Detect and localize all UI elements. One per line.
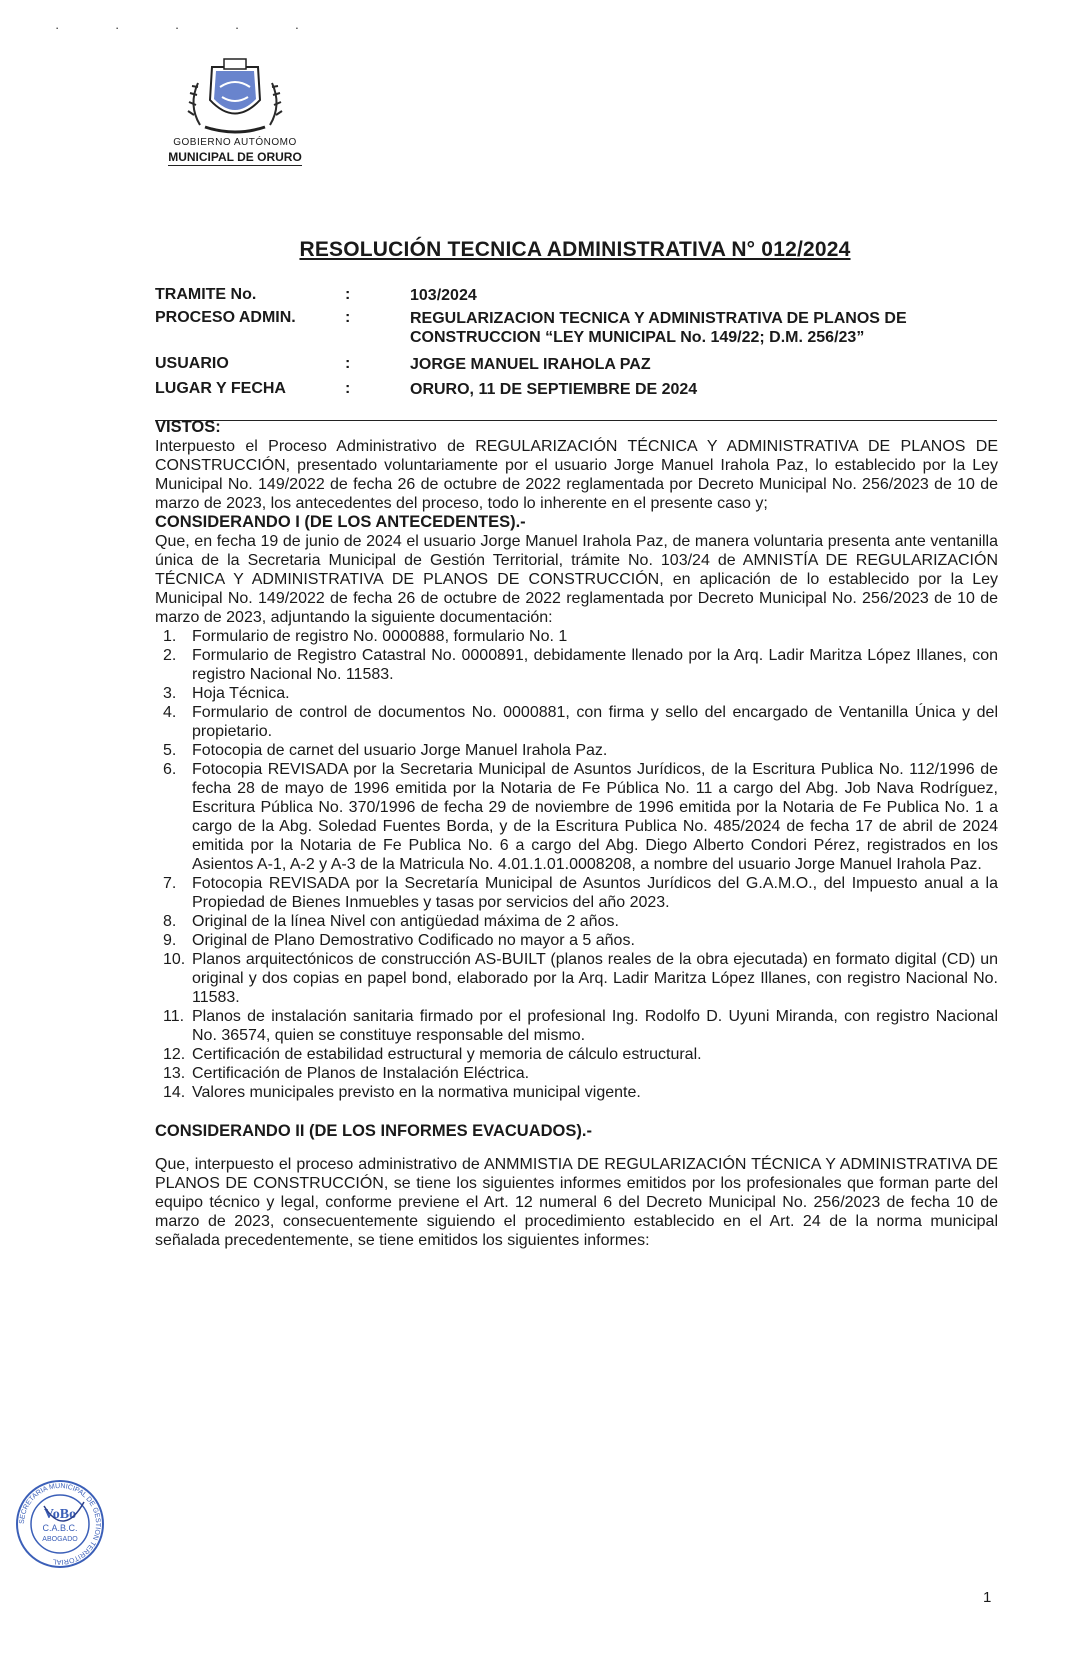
list-item (155, 1064, 998, 1083)
meta-label: LUGAR Y FECHA (155, 380, 286, 397)
section-heading-considerando-2: CONSIDERANDO II (DE LOS INFORMES EVACUADOS).- (155, 1122, 592, 1140)
list-item (155, 1083, 998, 1102)
page-number: 1 (983, 1589, 992, 1606)
list-item (155, 703, 998, 741)
list-item (155, 1045, 998, 1064)
list-item-number: 8. (163, 913, 177, 930)
meta-label: USUARIO (155, 355, 229, 372)
list-item-text: Planos arquitectónicos de construcción AS-BUILT (planos reales de la obra ejecutada) en formato digital (CD) un original y dos copias en papel bond, elaborado por la Arq. Ladir Maritza López Illanes, con registro Nacional No. 11583. (192, 951, 998, 1006)
list-item-text: Fotocopia de carnet del usuario Jorge Manuel Irahola Paz. (192, 742, 608, 759)
meta-colon: : (345, 309, 351, 326)
meta-value: 103/2024 (410, 287, 477, 304)
list-item-text: Original de Plano Demostrativo Codificado no mayor a 5 años. (192, 932, 635, 949)
list-item-text: Original de la línea Nivel con antigüedad máxima de 2 años. (192, 913, 619, 930)
seal-initials-text: C.A.B.C. (42, 1523, 78, 1533)
list-item-number: 11. (163, 1008, 185, 1025)
logo-line-2: MUNICIPAL DE ORURO (168, 150, 302, 164)
list-item (155, 874, 998, 912)
meta-row-usuario (155, 355, 995, 374)
list-item (155, 646, 998, 684)
list-item-number: 14. (163, 1084, 186, 1101)
spacer (155, 1141, 998, 1155)
metadata-block (155, 286, 995, 403)
meta-row-lugar-fecha (155, 380, 995, 399)
considerando-2-paragraph: Que, interpuesto el proceso administrativo de ANMMISTIA DE REGULARIZACIÓN TÉCNICA Y ADMINISTRATIVA DE PLANOS DE CONSTRUCCIÓN, se tiene los siguientes informes emitidos por los profesionales que forman parte del equipo técnico y legal, conforme previene el Art. 12 numeral 6 del Decreto Municipal No. 256/2023 de fecha 10 de marzo de 2023, consecuentemente siguiendo el procedimiento establecido en el Art. 24 de la norma municipal señalada precedentemente, se tiene emitidos los siguientes informes: (155, 1156, 998, 1249)
list-item (155, 1007, 998, 1045)
list-item (155, 684, 998, 703)
vobo-seal-stamp (14, 1478, 106, 1570)
meta-row-proceso (155, 309, 995, 347)
list-item-number: 9. (163, 932, 177, 949)
spacer (155, 1102, 998, 1122)
meta-value: ORURO, 11 DE SEPTIEMBRE DE 2024 (410, 381, 698, 398)
list-item-number: 1. (163, 628, 177, 645)
section-heading-considerando-1: CONSIDERANDO I (DE LOS ANTECEDENTES).- (155, 513, 526, 531)
list-item-text: Certificación de estabilidad estructural y memoria de cálculo estructural. (192, 1046, 702, 1063)
scan-specks: · · · · · (55, 20, 326, 35)
list-item-text: Valores municipales previsto en la normativa municipal vigente. (192, 1084, 641, 1101)
list-item-number: 10. (163, 951, 186, 968)
seal-role-text: ABOGADO (42, 1536, 78, 1543)
list-item-text: Fotocopia REVISADA por la Secretaria Municipal de Asuntos Jurídicos, de la Escritura Publica No. 112/1996 de fecha 28 de mayo de 1996 emitida por la Notaria de Fe Pública No. 11 a cargo del Abg. Job Nava Rodríguez, Escritura Pública No. 370/1996 de fecha 29 de noviembre de 1996 emitida por la Notaria de Fe Publica No. 1 a cargo de la Abg. Soledad Fuentes Borda, y de la Escritura Publica No. 485/2024 de fecha 17 de abril de 2024 emitida por la Notaria de Fe Publica No. 6 a cargo del Abg. Diego Alberto Condori Pérez, registrados en los Asientos A-1, A-2 y A-3 de la Matricula No. 4.01.1.01.0008208, a nombre del usuario Jorge Manuel Irahola Paz. (192, 761, 998, 873)
list-item (155, 931, 998, 950)
logo-line-1: GOBIERNO AUTÓNOMO (173, 137, 297, 148)
meta-label: PROCESO ADMIN. (155, 309, 296, 326)
list-item-text: Formulario de control de documentos No. 0000881, con firma y sello del encargado de Ventanilla Única y del propietario. (192, 704, 998, 740)
municipal-coat-of-arms-icon (180, 55, 290, 135)
list-item (155, 627, 998, 646)
list-item-text: Formulario de registro No. 0000888, formulario No. 1 (192, 628, 568, 645)
documents-list (155, 627, 998, 1102)
list-item-text: Formulario de Registro Catastral No. 0000891, debidamente llenado por la Arq. Ladir Maritza López Illanes, con registro Nacional No. 11583. (192, 647, 998, 683)
seal-ring-text: SECRETARIA MUNICIPAL DE GESTION TERRITORIAL (18, 1482, 102, 1566)
list-item-number: 13. (163, 1065, 186, 1082)
considerando-1-paragraph: Que, en fecha 19 de junio de 2024 el usuario Jorge Manuel Irahola Paz, de manera voluntaria presenta ante ventanilla única de la Secretaria Municipal de Gestión Territorial, trámite No. 103/24 de AMNISTÍA DE REGULARIZACIÓN TÉCNICA Y ADMINISTRATIVA DE PLANOS DE CONSTRUCCIÓN, en aplicación de lo establecido por la Ley Municipal No. 149/2022 de fecha 26 de octubre de 2022 reglamentada por Decreto Municipal No. 256/2023 de 10 de marzo de 2023, adjuntando la siguiente documentación: (155, 533, 998, 626)
list-item-number: 6. (163, 761, 177, 778)
list-item-text: Hoja Técnica. (192, 685, 290, 702)
meta-row-tramite (155, 286, 995, 305)
list-item (155, 760, 998, 874)
header-logo-block (150, 55, 320, 166)
list-item-text: Certificación de Planos de Instalación Eléctrica. (192, 1065, 530, 1082)
document-title: RESOLUCIÓN TECNICA ADMINISTRATIVA N° 012/2024 (299, 238, 851, 261)
list-item-number: 2. (163, 647, 177, 664)
seal-vobo-text: VoBo (43, 1507, 77, 1522)
meta-value: REGULARIZACION TECNICA Y ADMINISTRATIVA DE PLANOS DE CONSTRUCCION “LEY MUNICIPAL No. 149/22; D.M. 256/23” (410, 310, 907, 346)
list-item-text: Fotocopia REVISADA por la Secretaría Municipal de Asuntos Jurídicos del G.A.M.O., del Impuesto anual a la Propiedad de Bienes Inmuebles y tasas por servicios del año 2023. (192, 875, 998, 911)
vistos-paragraph: Interpuesto el Proceso Administrativo de REGULARIZACIÓN TÉCNICA Y ADMINISTRATIVA DE PLANOS DE CONSTRUCCIÓN, presentado voluntariamente por el usuario Jorge Manuel Irahola Paz, lo establecido por la Ley Municipal No. 149/2022 de fecha 26 de octubre de 2022 reglamentada por Decreto Municipal No. 256/2023 de 10 de marzo de 2023, los antecedentes del proceso, todo lo inherente en el presente caso y; (155, 438, 998, 512)
list-item (155, 950, 998, 1007)
list-item-number: 5. (163, 742, 177, 759)
list-item (155, 912, 998, 931)
list-item-text: Planos de instalación sanitaria firmado por el profesional Ing. Rodolfo D. Uyuni Miranda, con registro Nacional No. 36574, quien se constituye responsable del mismo. (192, 1008, 998, 1044)
meta-colon: : (345, 355, 351, 372)
list-item-number: 4. (163, 704, 177, 721)
meta-colon: : (345, 380, 351, 397)
list-item-number: 7. (163, 875, 177, 892)
list-item-number: 3. (163, 685, 177, 702)
list-item (155, 741, 998, 760)
meta-value: JORGE MANUEL IRAHOLA PAZ (410, 356, 651, 373)
section-heading-vistos: VISTOS: (155, 418, 221, 436)
document-body (155, 418, 998, 1250)
list-item-number: 12. (163, 1046, 186, 1063)
meta-colon: : (345, 286, 351, 303)
meta-label: TRAMITE No. (155, 286, 257, 303)
